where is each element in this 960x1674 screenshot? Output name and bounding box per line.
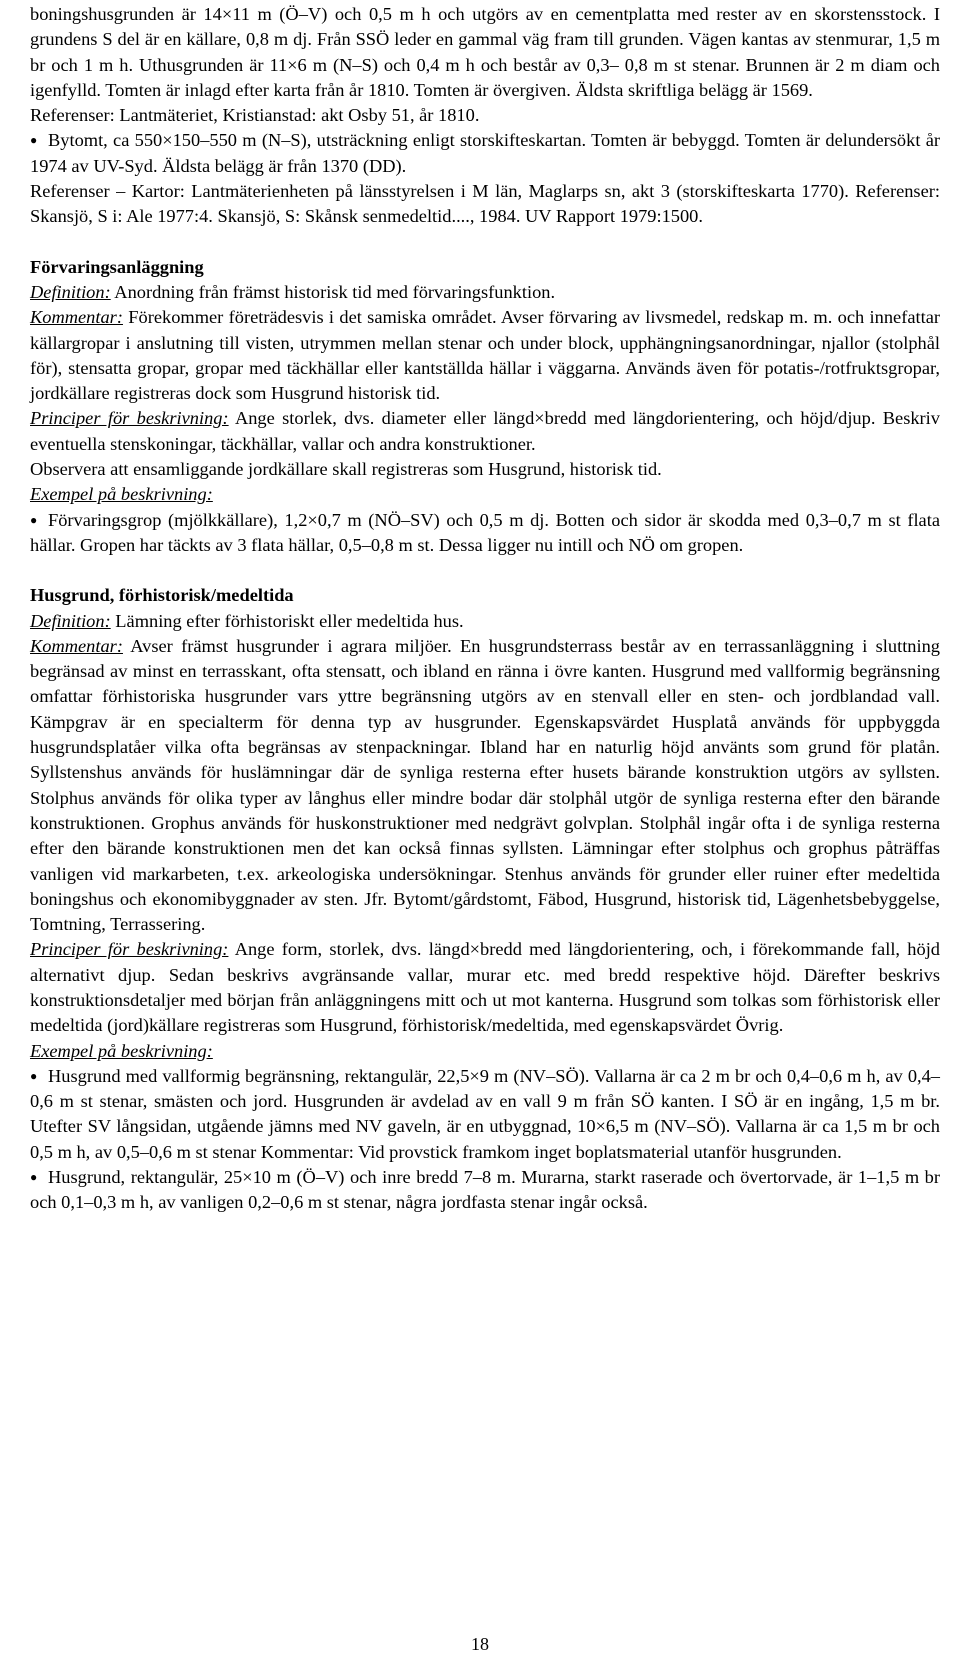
example-heading bbox=[30, 482, 940, 507]
bullet-item bbox=[30, 128, 940, 179]
definition-text: Lämning efter förhistoriskt eller medeltida hus. bbox=[110, 610, 464, 631]
document-body bbox=[30, 2, 940, 1216]
example-text: Husgrund, rektangulär, 25×10 m (Ö–V) och inre bredd 7–8 m. Murarna, starkt raserade och övertorvade, är 1–1,5 m br och 0,1–0,3 m h, av vanligen 0,2–0,6 m st stenar, några jordfasta stenar ingår också. bbox=[30, 1167, 940, 1213]
principles-label: Principer för beskrivning: bbox=[30, 408, 229, 429]
bullet-text: Bytomt, ca 550×150–550 m (N–S), utsträckning enligt storskifteskartan. Tomten är bebyggd. Tomten är delundersökt år 1974 av UV-Syd. Äldsta belägg är från 1370 (DD). bbox=[30, 130, 940, 176]
principles bbox=[30, 937, 940, 1038]
definition-text: Anordning från främst historisk tid med förvaringsfunktion. bbox=[110, 281, 556, 302]
comment-text: Avser främst husgrunder i agrara miljöer. En husgrundsterrass består av en terrassanläggning i sluttning begränsad av minst en terrasskant, ofta stensatt, och ibland en ränna i övre kanten. Husgrund med vallformig begränsning omfattar förhistoriska husgrunder vars yttre begränsning utgörs av en stenvall eller en sten- och jordblandad vall. Kämpgrav är en specialterm för denna typ av husgrunder. Egenskapsvärdet Husplatå används för uppbyggda husgrundsplatåer vilka ofta begränsas av stenpackningar. Ibland har en naturlig höjd använts som grund för platån. Syllstenshus används för huslämningar där de synliga resterna efter husets bärande konstruktion utgörs av syllsten. Stolphus används för olika typer av långhus eller mindre bodar där stolphål utgör de synliga resterna efter den bärande konstruktionen. Grophus används för huskonstruktioner med nedgrävt golvplan. Stolphål ingår ofta i de synliga resterna efter den bärande konstruktionen men det kan också finnas syllsten. Lämningar efter stolphus och grophus påträffas vanligen vid markarbeten, t.ex. arkeologiska undersökningar. Stenhus används för grunder eller ruiner efter medeltida boningshus och ekonomibyggnader av sten. Jfr. Bytomt/gårdstomt, Fäbod, Husgrund, historisk tid, Lägenhetsbebyggelse, Tomtning, Terrassering. bbox=[30, 635, 940, 935]
section-heading-forvaring: Förvaringsanläggning bbox=[30, 256, 204, 277]
definition-label: Definition: bbox=[30, 610, 111, 631]
definition bbox=[30, 609, 940, 634]
spacer bbox=[30, 230, 940, 255]
definition-label: Definition: bbox=[30, 281, 111, 302]
paragraph: boningshusgrunden är 14×11 m (Ö–V) och 0,5 m h och utgörs av en cementplatta med rester av en skorstensstock. I grundens S del är en källare, 0,8 m dj. Från SSÖ leder en gammal väg fram till grunden. Vägen kantas av stenmurar, 1,5 m br och 1 m h. Uthusgrunden är 11×6 m (N–S) och 0,4 m h och består av 0,3– 0,8 m st stenar. Brunnen är 2 m diam och igenfylld. Tomten är inlagd efter karta från år 1810. Tomten är övergiven. Äldsta skriftliga belägg är 1569. bbox=[30, 4, 940, 100]
spacer bbox=[30, 558, 940, 583]
comment-label: Kommentar: bbox=[30, 307, 123, 328]
principles bbox=[30, 406, 940, 457]
example-label: Exempel på beskrivning: bbox=[30, 1040, 213, 1061]
example-label: Exempel på beskrivning: bbox=[30, 484, 213, 505]
definition bbox=[30, 280, 940, 305]
principles-label: Principer för beskrivning: bbox=[30, 939, 229, 960]
example-item bbox=[30, 1165, 940, 1216]
reference: Referenser – Kartor: Lantmäterienheten på länsstyrelsen i M län, Maglarps sn, akt 3 (storskifteskarta 1770). Referenser: Skansjö, S i: Ale 1977:4. Skansjö, S: Skånsk senmedeltid...., 1984. UV Rapport 1979:1500. bbox=[30, 181, 940, 227]
reference: Referenser: Lantmäteriet, Kristianstad: akt Osby 51, år 1810. bbox=[30, 105, 480, 126]
example-item bbox=[30, 1064, 940, 1165]
comment bbox=[30, 305, 940, 406]
principles-text: Ange form, storlek, dvs. längd×bredd med längdorientering, och, i förekommande fall, höjd alternativt djup. Sedan beskrivs avgränsande vallar, murar etc. med bredd respektive höjd. Därefter beskrivs konstruktionsdetaljer med början från anläggningens mitt och ut mot kanterna. Husgrund som tolkas som förhistorisk eller medeltida (jord)källare registreras som Husgrund, förhistorisk/medeltida, med egenskapsvärdet Övrig. bbox=[30, 939, 941, 1036]
comment-label: Kommentar: bbox=[30, 635, 123, 656]
example-heading bbox=[30, 1039, 940, 1064]
example-text: Husgrund med vallformig begränsning, rektangulär, 22,5×9 m (NV–SÖ). Vallarna är ca 2 m br och 0,4–0,6 m h, av 0,4–0,6 m st stenar, smästen och jord. Husgrunden är avdelad av en vall 9 m från SÖ kanten. I SÖ är en ingång, 1,5 m br. Utefter SV långsidan, utgående jämns med NV gaveln, är en utbyggnad, 10×6,5 m (NV–SÖ). Vallarna är ca 1,5 m br och 0,5 m h, av 0,5–0,6 m st stenar Kommentar: Vid provstick framkom inget boplatsmaterial utanför husgrunden. bbox=[30, 1065, 940, 1162]
example-text: Förvaringsgrop (mjölkkällare), 1,2×0,7 m (NÖ–SV) och 0,5 m dj. Botten och sidor är skodda med 0,3–0,7 m st flata hällar. Gropen har täckts av 3 flata hällar, 0,5–0,8 m st. Dessa ligger nu intill och NÖ om gropen. bbox=[30, 509, 940, 555]
principles-text: Ange storlek, dvs. diameter eller längd×bredd med längdorientering, och höjd/djup. Beskriv eventuella stenskoningar, täckhällar, vallar och andra konstruktioner. bbox=[30, 408, 940, 454]
example-item bbox=[30, 508, 940, 559]
comment bbox=[30, 634, 940, 938]
comment-text: Förekommer företrädesvis i det samiska området. Avser förvaring av livsmedel, redskap m. m. och innefattar källargropar i anslutning till visten, utrymmen mellan stenar och under block, upphängningsanordningar, njallor (stolphål för), stensatta gropar, gropar med täckhällar eller kantställda hällar i väggarna. Används även för potatis-/rotfruktsgropar, jordkällare registreras dock som Husgrund historisk tid. bbox=[30, 307, 940, 404]
page-number: 18 bbox=[471, 1634, 489, 1654]
note: Observera att ensamliggande jordkällare skall registreras som Husgrund, historisk tid. bbox=[30, 459, 662, 480]
section-heading-husgrund: Husgrund, förhistorisk/medeltida bbox=[30, 585, 294, 606]
